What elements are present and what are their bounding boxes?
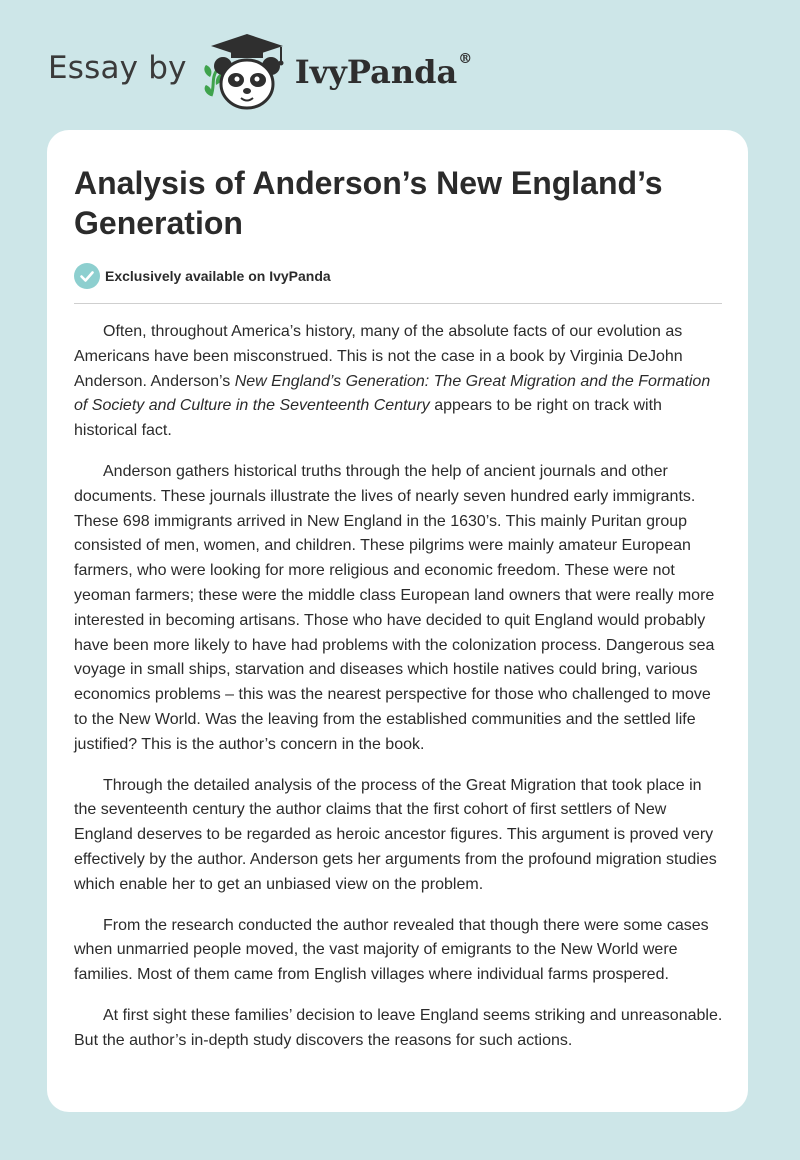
essay-body (74, 320, 726, 1070)
title-divider (74, 303, 722, 304)
paragraph-1-text-a: Often, throughout America’s history, many of the absolute facts of our evolution as Americans have been misconstrued. This is not the case in a book by Virginia DeJohn Anderson. Anderson’s (74, 323, 683, 390)
essay-card (47, 130, 748, 1112)
paragraph-1 (74, 320, 726, 444)
brand-name (295, 53, 472, 91)
essay-by-label: Essay by (48, 50, 187, 86)
paragraph-5: At first sight these families’ decision to leave England seems striking and unreasonable. But the author’s in-depth study discovers the reasons for such actions. (74, 1006, 723, 1049)
exclusive-badge (74, 263, 331, 289)
registered-mark: ® (458, 51, 473, 67)
essay-title: Analysis of Anderson’s New England’s Generation (74, 165, 663, 241)
panda-logo-icon (201, 30, 293, 112)
paragraph-4: From the research conducted the author revealed that though there were some cases when unmarried people moved, the vast majority of emigrants to the New World were families. Most of them came from English villages where individual farms prospered. (74, 916, 709, 984)
paragraph-3: Through the detailed analysis of the process of the Great Migration that took place in the seventeenth century the author claims that the first cohort of first settlers of New England deserves to be regarded as heroic ancestor figures. This argument is proved very effectively by the author. Anderson gets her arguments from the profound migration studies which enable her to get an unbiased view on the problem. (74, 776, 717, 893)
check-circle-icon (74, 263, 100, 289)
site-header (48, 30, 472, 112)
exclusive-badge-label: Exclusively available on IvyPanda (105, 268, 331, 284)
paragraph-2: Anderson gathers historical truths through the help of ancient journals and other documents. These journals illustrate the lives of nearly seven hundred early immigrants. These 698 immigrants arrived in New England in the 1630’s. This mainly Puritan group consisted of men, women, and children. These pilgrims were mainly amateur European farmers, who were looking for more religious and economic freedom. These were not yeoman farmers; these were the middle class European land owners that were really more interested in becoming artisans. Those who have decided to quit England would probably have been more likely to have had problems with the colonization process. Dangerous sea voyage in small ships, starvation and diseases which hostile natives could bring, various economics problems – this was the nearest perspective for those who challenged to move to the New World. Was the leaving from the established communities and the settled life justified? This is the author’s concern in the book. (74, 462, 715, 753)
book-title: New England’s Generation: The Great Migration and the Formation of Society and Culture in the Seventeenth Century (74, 372, 711, 415)
brand-name-text: IvyPanda (294, 53, 458, 91)
paragraph-1-text-b: appears to be right on track with historical fact. (74, 397, 662, 440)
